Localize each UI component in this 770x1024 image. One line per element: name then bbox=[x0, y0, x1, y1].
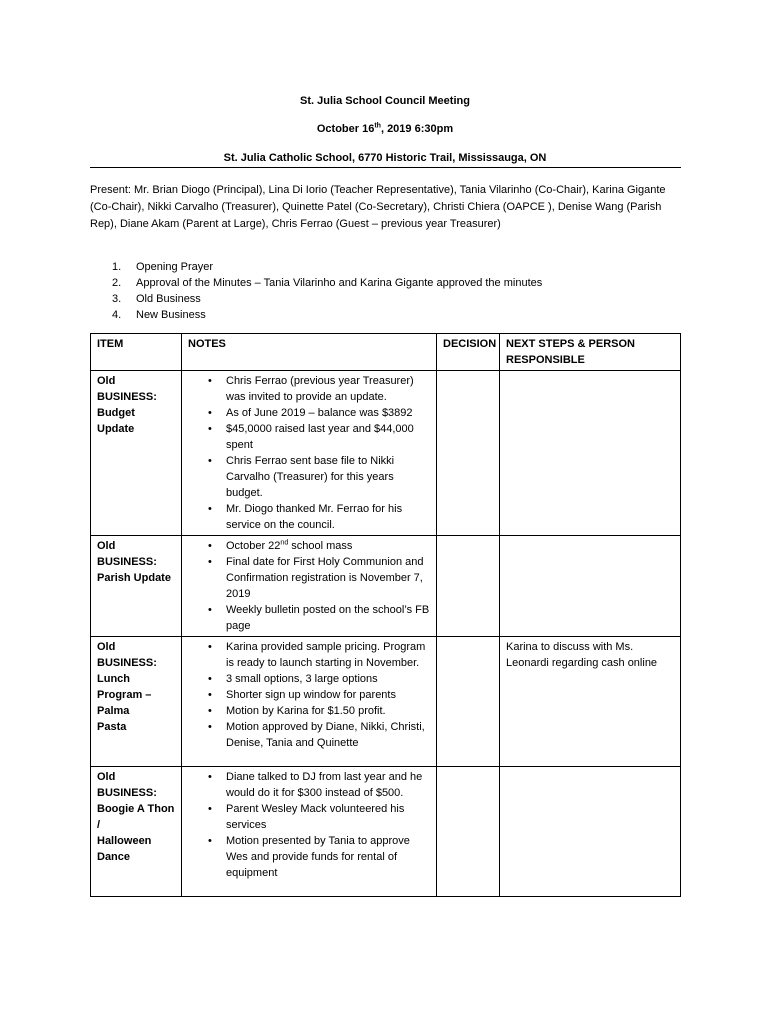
note-item: • Motion approved by Diane, Nikki, Christi, Denise, Tania and Quinette bbox=[188, 719, 430, 751]
agenda-item bbox=[112, 291, 542, 307]
notes-cell bbox=[182, 767, 437, 897]
note-item: • Parent Wesley Mack volunteered his services bbox=[188, 801, 430, 833]
note-text: October 22 bbox=[226, 540, 281, 552]
agenda-list bbox=[112, 259, 542, 323]
item-cell bbox=[91, 767, 182, 897]
note-item: • $45,0000 raised last year and $44,000 spent bbox=[188, 421, 430, 453]
item-cell bbox=[91, 536, 182, 637]
agenda-number: 4. bbox=[112, 309, 122, 321]
meeting-date-main: October 16 bbox=[316, 123, 375, 135]
note-item: • Karina provided sample pricing. Program is ready to launch starting in November. bbox=[188, 639, 430, 671]
next-steps-cell bbox=[500, 536, 681, 637]
agenda-item bbox=[112, 259, 542, 275]
notes-cell bbox=[182, 637, 437, 767]
agenda-item bbox=[112, 307, 542, 323]
item-line: Old BUSINESS: bbox=[97, 641, 157, 669]
meeting-date-time: , 2019 6:30pm bbox=[380, 123, 454, 135]
column-header-decision: DECISION bbox=[437, 334, 500, 371]
note-text: school mass bbox=[288, 540, 353, 552]
item-line: Boogie A Thon bbox=[97, 803, 175, 815]
table-header-row bbox=[91, 334, 681, 371]
header-divider bbox=[90, 167, 681, 168]
note-item: • Motion presented by Tania to approve Wes and provide funds for rental of equipment bbox=[188, 833, 430, 881]
note-item: • Chris Ferrao (previous year Treasurer) was invited to provide an update. bbox=[188, 373, 430, 405]
item-line: Palma bbox=[97, 705, 130, 717]
item-line: Old BUSINESS: bbox=[97, 375, 157, 403]
note-item: • Motion by Karina for $1.50 profit. bbox=[188, 703, 430, 719]
table-row bbox=[91, 767, 681, 897]
note-item: • Final date for First Holy Communion and Confirmation registration is November 7, 2019 bbox=[188, 554, 430, 602]
item-line: / bbox=[97, 819, 101, 831]
decision-cell bbox=[437, 637, 500, 767]
agenda-number: 2. bbox=[112, 277, 122, 289]
note-item: • Diane talked to DJ from last year and he would do it for $300 instead of $500. bbox=[188, 769, 430, 801]
column-header-next-steps: NEXT STEPS & PERSON RESPONSIBLE bbox=[500, 334, 681, 371]
notes-cell bbox=[182, 371, 437, 536]
item-line: Old BUSINESS: bbox=[97, 771, 157, 799]
note-item: • Mr. Diogo thanked Mr. Ferrao for his service on the council. bbox=[188, 501, 430, 533]
table-row bbox=[91, 536, 681, 637]
table-row bbox=[91, 637, 681, 767]
item-line: Program – bbox=[97, 689, 152, 701]
meeting-date bbox=[0, 123, 770, 135]
item-line: Pasta bbox=[97, 721, 127, 733]
note-ordinal-suffix: nd bbox=[280, 539, 289, 547]
note-item: • Shorter sign up window for parents bbox=[188, 687, 430, 703]
meeting-location: St. Julia Catholic School, 6770 Historic Trail, Mississauga, ON bbox=[223, 152, 547, 164]
agenda-number: 3. bbox=[112, 293, 122, 305]
agenda-text: Opening Prayer bbox=[136, 261, 214, 273]
agenda-number: 1. bbox=[112, 261, 122, 273]
item-line: Update bbox=[97, 423, 135, 435]
note-item: • 3 small options, 3 large options bbox=[188, 671, 430, 687]
decision-cell bbox=[437, 371, 500, 536]
item-line: Parish Update bbox=[97, 572, 171, 584]
notes-cell bbox=[182, 536, 437, 637]
agenda-item bbox=[112, 275, 542, 291]
meeting-title: St. Julia School Council Meeting bbox=[300, 95, 470, 107]
attendees-paragraph: Present: Mr. Brian Diogo (Principal), Lina Di Iorio (Teacher Representative), Tania Vilarinho (Co-Chair), Karina Gigante (Co-Chair), Nikki Carvalho (Treasurer), Quinette Patel (Co-Secretary), Christi Chiera (OAPCE ), Denise Wang (Parish Rep), Diane Akam (Parent at Large), Chris Ferrao (Guest – previous year Treasurer) bbox=[90, 184, 666, 230]
agenda-text: New Business bbox=[136, 309, 206, 321]
note-item: • Chris Ferrao sent base file to Nikki Carvalho (Treasurer) for this years budget. bbox=[188, 453, 430, 501]
decision-cell bbox=[437, 767, 500, 897]
decision-cell bbox=[437, 536, 500, 637]
note-item bbox=[188, 538, 430, 554]
table-row bbox=[91, 371, 681, 536]
note-item: • As of June 2019 – balance was $3892 bbox=[188, 405, 430, 421]
column-header-item: ITEM bbox=[91, 334, 182, 371]
minutes-table bbox=[90, 333, 681, 897]
next-steps-cell: Karina to discuss with Ms. Leonardi regarding cash online bbox=[500, 637, 681, 767]
item-cell bbox=[91, 371, 182, 536]
item-line: Halloween bbox=[97, 835, 152, 847]
next-steps-cell bbox=[500, 371, 681, 536]
next-steps-cell bbox=[500, 767, 681, 897]
item-line: Dance bbox=[97, 851, 131, 863]
meeting-date-suffix: th bbox=[374, 122, 381, 130]
agenda-text: Approval of the Minutes – Tania Vilarinho and Karina Gigante approved the minutes bbox=[136, 277, 543, 289]
agenda-text: Old Business bbox=[136, 293, 201, 305]
item-cell bbox=[91, 637, 182, 767]
item-line: Lunch bbox=[97, 673, 130, 685]
column-header-notes: NOTES bbox=[182, 334, 437, 371]
item-line: Old BUSINESS: bbox=[97, 540, 157, 568]
item-line: Budget bbox=[97, 407, 135, 419]
note-item: • Weekly bulletin posted on the school’s FB page bbox=[188, 602, 430, 634]
